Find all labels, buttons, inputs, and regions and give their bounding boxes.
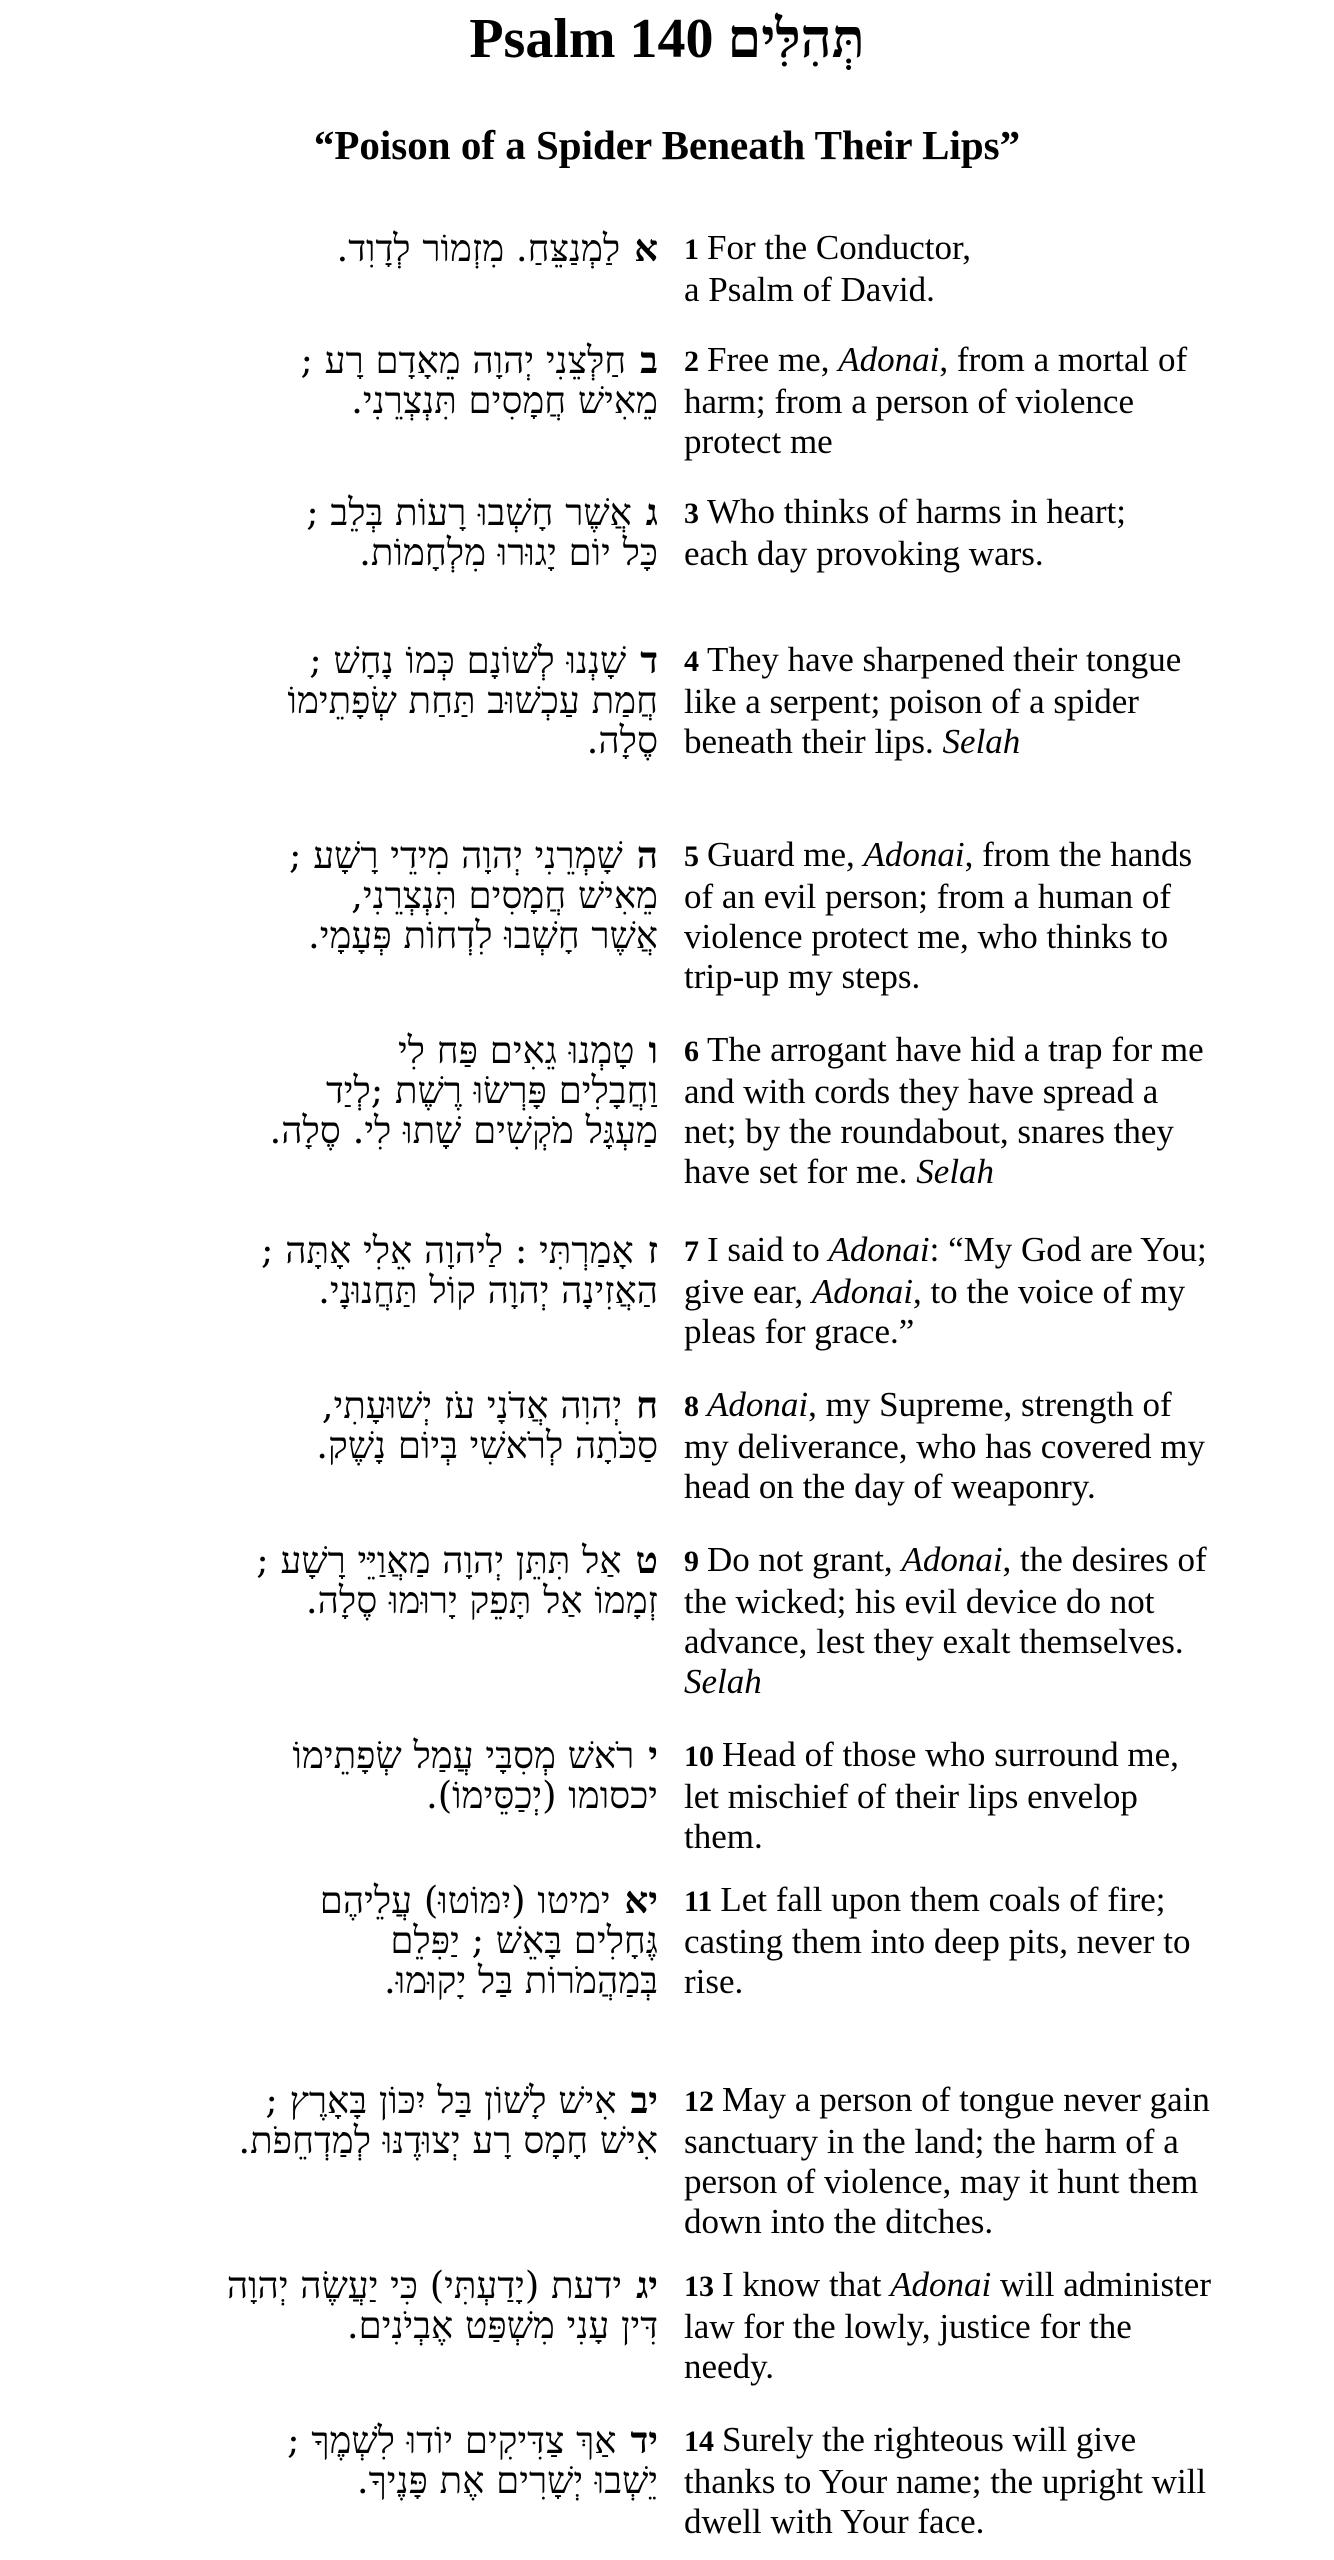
page-header: [0, 0, 1334, 173]
hebrew-line: [18, 1230, 658, 1271]
hebrew-line-text: יכסומו (יְכַסֵּימוֹ).: [425, 1774, 658, 1816]
english-line: [684, 682, 1320, 722]
verse-number: 1: [684, 233, 699, 266]
hebrew-line-text: אַךְ צַדִּיקִים יוֹדוּ לִשְׁמֶךָ ;: [287, 2420, 617, 2462]
hebrew-line-text: מֵאִישׁ חֲמָסִים תִּנְצְרֵנִי.: [351, 379, 658, 421]
hebrew-line-text: טָמְנוּ גֵאִים פַּח לִי: [397, 1030, 635, 1072]
verse-number: 12: [684, 2085, 714, 2118]
english-line: [684, 1622, 1320, 1662]
hebrew-verse-letter: ט: [635, 1540, 658, 1582]
english-line: [684, 382, 1320, 422]
english-line: [684, 722, 1320, 762]
hebrew-line-text: דִּין עָנִי מִשְׁפַּט אֶבְיֹנִים.: [346, 2304, 658, 2346]
hebrew-line: [18, 381, 658, 421]
english-line-text: and with cords they have spread a: [684, 1072, 1159, 1111]
english-line: [684, 228, 1320, 270]
english-line: [684, 534, 1320, 574]
hebrew-line-text: רֹאשׁ מְסִבָּי עֲמַל שְׂפָתֵימוֹ: [292, 1735, 635, 1777]
english-line-text: each day provoking wars.: [684, 534, 1044, 573]
hebrew-line-text: בְּמַהֲמֹרוֹת בַּל יָקוּמוּ.: [384, 1959, 658, 2001]
hebrew-verse-letter: ז: [647, 1230, 658, 1272]
english-verse: [684, 1540, 1320, 1702]
hebrew-line: [18, 2461, 658, 2501]
hebrew-line: [18, 1776, 658, 1816]
hebrew-line-text: שָׁמְרֵנִי יְהוָה מִידֵי רָשָׁע ;: [288, 835, 623, 877]
english-line: [684, 1112, 1320, 1152]
hebrew-line: [18, 1540, 658, 1581]
verse-number: 4: [684, 645, 699, 678]
english-line: [684, 1030, 1320, 1072]
hebrew-verse-letter: יב: [630, 2080, 658, 2122]
verse-number: 10: [684, 1740, 714, 1773]
hebrew-verse: [18, 2420, 658, 2501]
hebrew-line-text: מַעְגָּל מֹקְשִׁים שָׁתוּ לִי. סֶלָה.: [269, 1109, 658, 1151]
english-line: [684, 492, 1320, 534]
hebrew-line-text: אֲשֶׁר חָשְׁבוּ רָעוֹת בְּלֵב ;: [306, 492, 632, 534]
english-line-text: have set for me. Selah: [684, 1152, 995, 1191]
hebrew-line-text: לַמְנַצֵּחַ. מִזְמוֹר לְדָוִד.: [336, 228, 621, 269]
hebrew-verse-letter: יג: [636, 2265, 658, 2307]
english-line-text: law for the lowly, justice for the: [684, 2307, 1132, 2346]
english-line-text: trip-up my steps.: [684, 957, 921, 996]
hebrew-line-text: יְהוִה אֲדֹנָי עֹז יְשׁוּעָתִי,: [321, 1385, 623, 1427]
hebrew-verse: [18, 1540, 658, 1621]
english-line-text: a Psalm of David.: [684, 270, 935, 309]
english-line-text: For the Conductor,: [707, 228, 971, 267]
hebrew-line: [18, 1581, 658, 1621]
english-verse: [684, 1735, 1320, 1857]
english-line: [684, 877, 1320, 917]
english-line-text: Selah: [684, 1662, 762, 1701]
english-line: [684, 1582, 1320, 1622]
hebrew-line: [18, 1961, 658, 2001]
english-line: [684, 1467, 1320, 1507]
english-line-text: I said to Adonai: “My God are You;: [707, 1230, 1207, 1269]
english-line: [684, 1817, 1320, 1857]
hebrew-line-text: וַחֲבָלִים פָּרְשׂוּ רֶשֶׁת ;לְיַד: [325, 1069, 658, 1112]
english-line-text: them.: [684, 1817, 763, 1856]
english-line: [684, 2080, 1320, 2122]
hebrew-line: [18, 2265, 658, 2306]
english-line-text: Head of those who surround me,: [722, 1735, 1179, 1774]
hebrew-line: [18, 1030, 658, 1071]
verse-number: 9: [684, 1545, 699, 1578]
hebrew-verse: [18, 2265, 658, 2346]
page-subtitle: “Poison of a Spider Beneath Their Lips”: [313, 122, 1021, 168]
english-line: [684, 2265, 1320, 2307]
hebrew-verse-letter: ו: [648, 1030, 658, 1072]
english-line-text: Guard me, Adonai, from the hands: [707, 835, 1193, 874]
english-line: [684, 1922, 1320, 1962]
english-line: [684, 640, 1320, 682]
hebrew-verse-letter: ח: [636, 1385, 658, 1427]
english-line: [684, 835, 1320, 877]
english-line: [684, 917, 1320, 957]
english-line-text: give ear, Adonai, to the voice of my: [684, 1272, 1186, 1311]
english-line: [684, 2162, 1320, 2202]
hebrew-verse: [18, 340, 658, 421]
english-line-text: Adonai, my Supreme, strength of: [707, 1385, 1172, 1424]
english-verse: [684, 1880, 1320, 2002]
verse-number: 13: [684, 2270, 714, 2303]
english-line-text: Surely the righteous will give: [722, 2420, 1137, 2459]
english-line: [684, 1962, 1320, 2002]
english-line: [684, 1072, 1320, 1112]
english-line-text: like a serpent; poison of a spider: [684, 682, 1139, 721]
hebrew-verse: [18, 640, 658, 761]
hebrew-line-text: ימיטו (יִמּוֹטוּ) עֲלֵיהֶם: [319, 1880, 611, 1922]
english-line-text: Do not grant, Adonai, the desires of: [707, 1540, 1207, 1579]
english-line-text: casting them into deep pits, never to: [684, 1922, 1191, 1961]
hebrew-line-text: מֵאִישׁ חֲמָסִים תִּנְצְרֵנִי,: [351, 874, 658, 917]
hebrew-line-text: אִישׁ חָמָס רָע יְצוּדֶנּוּ לְמַדְחֵפֹת.: [238, 2119, 658, 2161]
hebrew-line: [18, 721, 658, 761]
hebrew-line: [18, 492, 658, 533]
english-verse: [684, 1030, 1320, 1192]
english-verse: [684, 2265, 1320, 2387]
english-line-text: let mischief of their lips envelop: [684, 1777, 1138, 1816]
english-line-text: head on the day of weaponry.: [684, 1467, 1096, 1506]
english-line-text: net; by the roundabout, snares they: [684, 1112, 1174, 1151]
hebrew-line-text: חֲמַת עַכְשׁוּב תַּחַת שְׂפָתֵימוֹ: [287, 679, 658, 722]
english-line-text: pleas for grace.”: [684, 1312, 915, 1351]
english-line-text: I know that Adonai will administer: [722, 2265, 1211, 2304]
hebrew-line-text: שָׁנְנוּ לְשׁוֹנָם כְּמוֹ נָחָשׁ ;: [309, 640, 627, 682]
hebrew-line: [18, 1071, 658, 1111]
english-line-text: thanks to Your name; the upright will: [684, 2462, 1207, 2501]
hebrew-line: [18, 1271, 658, 1311]
hebrew-line-text: סַכֹּתָה לְרֹאשִׁי בְּיוֹם נָשֶׁק.: [316, 1424, 658, 1466]
hebrew-verse: [18, 492, 658, 573]
hebrew-verse-letter: י: [648, 1735, 658, 1777]
english-line: [684, 1312, 1320, 1352]
hebrew-line: [18, 1921, 658, 1961]
english-line: [684, 2307, 1320, 2347]
hebrew-line: [18, 1880, 658, 1921]
english-line: [684, 1152, 1320, 1192]
hebrew-verse-letter: יד: [630, 2420, 658, 2462]
hebrew-line-text: יֵשְׁבוּ יְשָׁרִים אֶת פָּנֶיךָ.: [356, 2459, 658, 2501]
english-line-text: the wicked; his evil device do not: [684, 1582, 1155, 1621]
english-verse: [684, 1385, 1320, 1507]
hebrew-line: [18, 640, 658, 681]
hebrew-line: [18, 1735, 658, 1776]
hebrew-line: [18, 2121, 658, 2161]
english-verse: [684, 640, 1320, 762]
hebrew-line-text: אַל תִּתֵּן יְהוָה מַאֲוַיֵּי רָשָׁע ;: [256, 1540, 622, 1582]
hebrew-line: [18, 228, 658, 269]
verse-number: 8: [684, 1390, 699, 1423]
english-line-text: beneath their lips. Selah: [684, 722, 1021, 761]
english-line: [684, 2462, 1320, 2502]
hebrew-line: [18, 1385, 658, 1426]
page-title: [0, 0, 1334, 75]
hebrew-line: [18, 1426, 658, 1466]
english-line-text: Let fall upon them coals of fire;: [720, 1880, 1166, 1919]
english-line-text: They have sharpened their tongue: [707, 640, 1182, 679]
english-line-text: needy.: [684, 2347, 775, 2386]
hebrew-verse: [18, 228, 658, 269]
hebrew-verse-letter: ה: [636, 835, 658, 877]
hebrew-line: [18, 2080, 658, 2121]
english-line-text: of an evil person; from a human of: [684, 877, 1171, 916]
hebrew-verse: [18, 1880, 658, 2001]
english-verse: [684, 835, 1320, 997]
english-line: [684, 2347, 1320, 2387]
hebrew-line-text: כָּל יוֹם יָגוּרוּ מִלְחָמוֹת.: [359, 531, 658, 573]
english-line: [684, 1735, 1320, 1777]
hebrew-line: [18, 916, 658, 956]
title-hebrew: תְּהִלִּים: [727, 6, 865, 70]
hebrew-line-text: אִישׁ לָשׁוֹן בַּל יִכּוֹן בָּאָרֶץ ;: [265, 2080, 617, 2122]
english-line-text: rise.: [684, 1962, 744, 2001]
hebrew-line-text: סֶלָה.: [586, 719, 658, 761]
hebrew-line-text: אֲשֶׁר חָשְׁבוּ לִדְחוֹת פְּעָמָי.: [307, 914, 658, 956]
english-line-text: sanctuary in the land; the harm of a: [684, 2122, 1179, 2161]
verse-number: 7: [684, 1235, 699, 1268]
hebrew-line-text: חַלְּצֵנִי יְהוָה מֵאָדָם רָע ;: [300, 340, 627, 382]
verse-number: 5: [684, 840, 699, 873]
english-verse: [684, 492, 1320, 574]
hebrew-line-text: ידעת (יָדַעְתִּי) כִּי יַעֲשֶׂה יְהוָה: [226, 2265, 623, 2307]
hebrew-line: [18, 876, 658, 916]
verse-number: 6: [684, 1035, 699, 1068]
hebrew-line-text: זְמָמוֹ אַל תָּפֵק יָרוּמוּ סֶלָה.: [305, 1579, 658, 1621]
english-line: [684, 1230, 1320, 1272]
hebrew-line-text: גֶּחָלִים בָּאֵשׁ ; יַפִּלֵם: [390, 1919, 658, 1962]
english-line-text: dwell with Your face.: [684, 2502, 985, 2541]
hebrew-line: [18, 681, 658, 721]
hebrew-line: [18, 2420, 658, 2461]
verse-number: 3: [684, 497, 699, 530]
english-line-text: protect me: [684, 422, 833, 461]
hebrew-verse-letter: יא: [624, 1880, 658, 1922]
hebrew-line: [18, 2306, 658, 2346]
english-line: [684, 2202, 1320, 2242]
hebrew-verse-letter: ב: [640, 340, 658, 382]
english-line: [684, 1777, 1320, 1817]
english-line: [684, 422, 1320, 462]
hebrew-verse-letter: ג: [645, 492, 658, 534]
verse-number: 14: [684, 2425, 714, 2458]
english-verse: [684, 340, 1320, 462]
english-line: [684, 2122, 1320, 2162]
english-line-text: Free me, Adonai, from a mortal of: [707, 340, 1188, 379]
hebrew-verse: [18, 1030, 658, 1151]
hebrew-verse: [18, 1385, 658, 1466]
english-line-text: violence protect me, who thinks to: [684, 917, 1169, 956]
english-line-text: May a person of tongue never gain: [722, 2080, 1210, 2119]
hebrew-line: [18, 1111, 658, 1151]
english-line: [684, 2502, 1320, 2542]
english-line-text: Who thinks of harms in heart;: [707, 492, 1126, 531]
english-line-text: harm; from a person of violence: [684, 382, 1135, 421]
english-line: [684, 1272, 1320, 1312]
english-line: [684, 2420, 1320, 2462]
title-english: Psalm 140: [469, 8, 714, 70]
hebrew-line: [18, 835, 658, 876]
english-line: [684, 1540, 1320, 1582]
hebrew-line: [18, 340, 658, 381]
english-line: [684, 1880, 1320, 1922]
english-line: [684, 270, 1320, 310]
hebrew-line-text: אָמַרְתִּי : לַיהוָה אֵלִי אָתָּה ;: [261, 1230, 634, 1272]
english-line-text: my deliverance, who has covered my: [684, 1427, 1205, 1466]
hebrew-verse: [18, 2080, 658, 2161]
english-verse: [684, 228, 1320, 310]
english-verse: [684, 2420, 1320, 2542]
hebrew-line: [18, 533, 658, 573]
hebrew-verse: [18, 1735, 658, 1816]
english-line: [684, 957, 1320, 997]
english-line: [684, 340, 1320, 382]
hebrew-line-text: הַאֲזִינָה יְהוָה קוֹל תַּחֲנוּנָי.: [318, 1269, 658, 1311]
hebrew-verse-letter: א: [634, 228, 658, 269]
hebrew-verse: [18, 1230, 658, 1311]
hebrew-verse: [18, 835, 658, 956]
english-line-text: person of violence, may it hunt them: [684, 2162, 1199, 2201]
english-line-text: down into the ditches.: [684, 2202, 994, 2241]
english-line: [684, 1385, 1320, 1427]
english-verse: [684, 2080, 1320, 2242]
verse-number: 11: [684, 1885, 713, 1918]
english-verse: [684, 1230, 1320, 1352]
english-line-text: advance, lest they exalt themselves.: [684, 1622, 1184, 1661]
english-line: [684, 1662, 1320, 1702]
hebrew-verse-letter: ד: [640, 640, 658, 682]
english-line-text: The arrogant have hid a trap for me: [707, 1030, 1204, 1069]
verse-number: 2: [684, 345, 699, 378]
english-line: [684, 1427, 1320, 1467]
